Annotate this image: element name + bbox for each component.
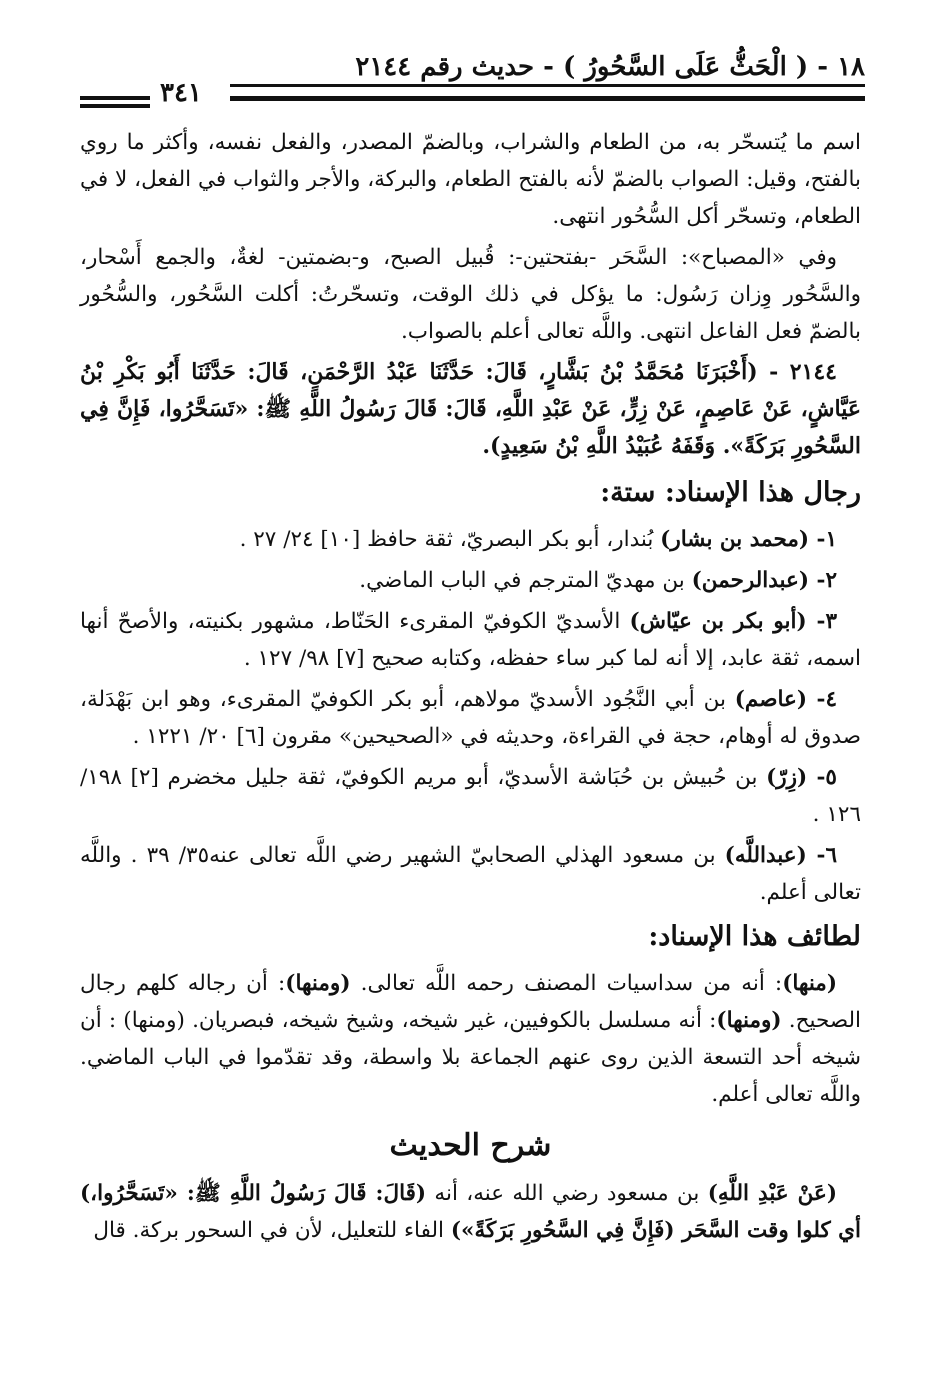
rijal-text: الأسديّ الكوفيّ المقرىء الحَنّاط، مشهور بكنيته، والأصحّ أنها اسمه، ثقة عابد، إلا أنه لما كبر ساء حفظه، وكتابه صحيح [٧] ٩٨/ ١٢٧ .	[80, 609, 861, 671]
header-rule-thick	[230, 96, 865, 101]
rijal-name: ٦- (عبداللَّه)	[724, 843, 838, 868]
rijal-text: بن مسعود الهذلي الصحابيّ الشهير رضي اللَّه تعالى عنه٣٥/ ٣٩ . واللَّه تعالى أعلم.	[80, 843, 861, 905]
rijal-name: ١- (محمد بن بشار)	[660, 527, 837, 552]
rijal-name: ٣- (أبو بكر بن عيّاش)	[629, 609, 837, 634]
rijal-item-2	[80, 562, 861, 599]
rijal-item-1	[80, 521, 861, 558]
lataif-heading: لطائف هذا الإسناد:	[648, 921, 861, 952]
rijal-name: ٢- (عبدالرحمن)	[691, 568, 837, 593]
rijal-item-3	[80, 603, 861, 677]
sharh-quote: (قَالَ: قَالَ رَسُولُ اللَّهِ ﷺ: «تَسَحَّرُوا،) أي كلوا وقت السَّحَر (فَإِنَّ فِي السَّحُورِ بَرَكَةً»)	[80, 1181, 861, 1243]
header-rule	[230, 84, 865, 87]
sharh-heading: شرح الحديث	[389, 1128, 552, 1163]
rijal-text: بن أبي النَّجُود الأسديّ مولاهم، أبو بكر الكوفيّ المقرىء، وهو ابن بَهْدَلة، صدوق له أوهام، حجة في القراءة، وحديثه في «الصحيحين» مقرون [٦] ٢٠/ ١٢٢١ .	[80, 687, 861, 749]
running-header: ١٨ - ( الْحَثُّ عَلَى السَّحُورُ ) - حديث رقم ٢١٤٤	[355, 52, 865, 82]
page-number: ٣٤١	[160, 78, 202, 108]
lataif-text: : أنه مسلسل بالكوفيين، غير شيخه، وشيخ شيخه، فبصريان. (ومنها) : أن شيخه أحد التسعة الذين روى عنهم الجماعة بلا واسطة، وقد تقدّموا في الباب الماضي. واللَّه تعالى أعلم.	[80, 1008, 861, 1107]
lataif-label: (منها)	[782, 971, 837, 996]
page-number-rule-2	[80, 104, 150, 108]
rijal-text: بُندار، أبو بكر البصريّ، ثقة حافظ [١٠] ٢٤/ ٢٧ .	[239, 527, 661, 552]
lataif-text: : أنه من سداسيات المصنف رحمه اللَّه تعالى.	[350, 971, 783, 996]
rijal-text: بن مهديّ المترجم في الباب الماضي.	[359, 568, 692, 593]
rijal-item-6	[80, 837, 861, 911]
lataif-label: (ومنها)	[716, 1008, 782, 1033]
sharh-quote: (عَنْ عَبْدِ اللَّهِ)	[707, 1181, 838, 1206]
paragraph-1: اسم ما يُتسحّر به، من الطعام والشراب، وبالضمّ المصدر، والفعل نفسه، وأكثر ما روي بالفتح، وقيل: الصواب بالضمّ لأنه بالفتح الطعام، والبركة، والأجر والثواب في الفعل، لا في الطعام، وتسحّر أكل السُّحُور انتهى.	[80, 130, 861, 229]
lataif-paragraph	[80, 965, 861, 1113]
lataif-text: : أن رجاله كلهم رجال الصحيح.	[80, 971, 861, 1033]
rijal-heading: رجال هذا الإسناد: ستة:	[600, 477, 861, 508]
hadith-text: ٢١٤٤ - (أَخْبَرَنَا مُحَمَّدُ بْنُ بَشَّارٍ، قَالَ: حَدَّثَنَا عَبْدُ الرَّحْمَنِ، قَالَ: حَدَّثَنَا أَبُو بَكْرِ بْنُ عَيَّاشٍ، عَنْ عَاصِمٍ، عَنْ زِرٍّ، عَنْ عَبْدِ اللَّهِ، قَالَ: قَالَ رَسُولُ اللَّهِ ﷺ: «تَسَحَّرُوا، فَإِنَّ فِي السَّحُورِ بَرَكَةً». وَقَفَهُ عُبَيْدُ اللَّهِ بْنُ سَعِيدٍ).	[80, 359, 861, 459]
lataif-label: (ومنها)	[285, 971, 351, 996]
page-body	[80, 124, 861, 1253]
rijal-item-4	[80, 681, 861, 755]
rijal-text: بن حُبيش بن حُبَاشة الأسديّ، أبو مريم الكوفيّ، ثقة جليل مخضرم [٢] ١٩٨/ ١٢٦ .	[80, 765, 861, 827]
page-number-rule	[80, 96, 150, 100]
paragraph-2: وفي «المصباح»: السَّحَر -بفتحتين-: قُبيل الصبح، و-بضمتين- لغةٌ، والجمع أَسْحار، والسَّحُور وِزان رَسُول: ما يؤكل في ذلك الوقت، وتسحّرتُ: أكلت السَّحُور، والسُّحُور بالضمّ فعل الفاعل انتهى. واللَّه تعالى أعلم بالصواب.	[80, 245, 861, 344]
rijal-item-5	[80, 759, 861, 833]
sharh-paragraph	[80, 1175, 861, 1249]
sharh-text: بن مسعود رضي الله عنه، أنه	[426, 1181, 708, 1206]
rijal-name: ٤- (عاصم)	[734, 687, 837, 712]
rijal-name: ٥- (زِرّ)	[766, 765, 837, 790]
sharh-text: الفاء للتعليل، لأن في السحور بركة. قال	[93, 1218, 451, 1243]
